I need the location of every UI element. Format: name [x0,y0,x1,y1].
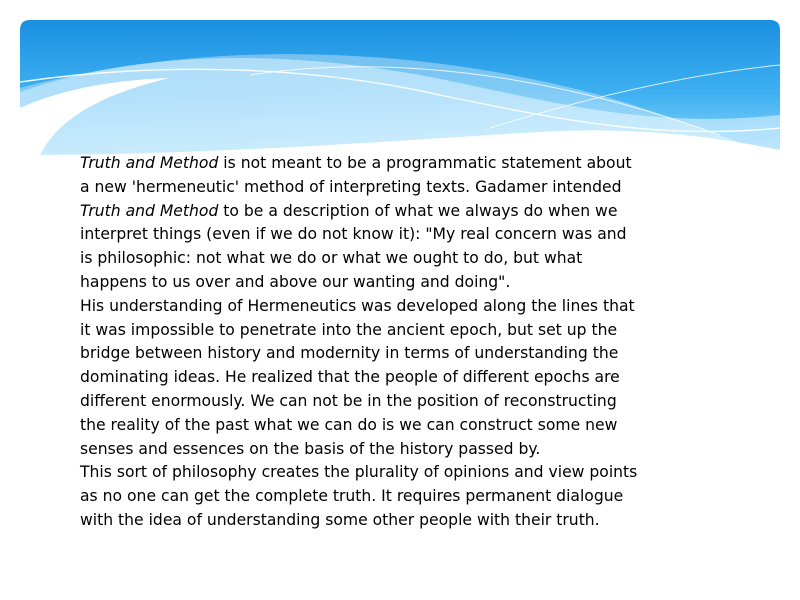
text-line: with the idea of understanding some other people with their truth. [80,510,600,529]
text-line: different enormously. We can not be in the position of reconstructing [80,391,617,410]
text-line: interpret things (even if we do not know it): "My real concern was and [80,225,627,244]
text-line: This sort of philosophy creates the plurality of opinions and view points [80,463,638,482]
text-line: as no one can get the complete truth. It requires permanent dialogue [80,487,624,506]
text-line: it was impossible to penetrate into the ancient epoch, but set up the [80,320,618,339]
text-line: Truth and Method is not meant to be a programmatic statement about [80,154,632,172]
body-text [80,152,695,533]
header-wave-banner [20,20,780,155]
text-line: Truth and Method to be a description of what we always do when we [80,201,618,220]
text-line: bridge between history and modernity in terms of understanding the [80,344,619,363]
text-line: the reality of the past what we can do is we can construct some new [80,415,618,434]
text-line: a new 'hermeneutic' method of interpreting texts. Gadamer intended [80,177,622,196]
text-line: His understanding of Hermeneutics was developed along the lines that [80,296,635,315]
text-line: senses and essences on the basis of the history passed by. [80,439,541,458]
text-line: dominating ideas. He realized that the people of different epochs are [80,368,620,387]
text-line: happens to us over and above our wanting and doing". [80,272,511,291]
text-line: is philosophic: not what we do or what we ought to do, but what [80,249,583,268]
